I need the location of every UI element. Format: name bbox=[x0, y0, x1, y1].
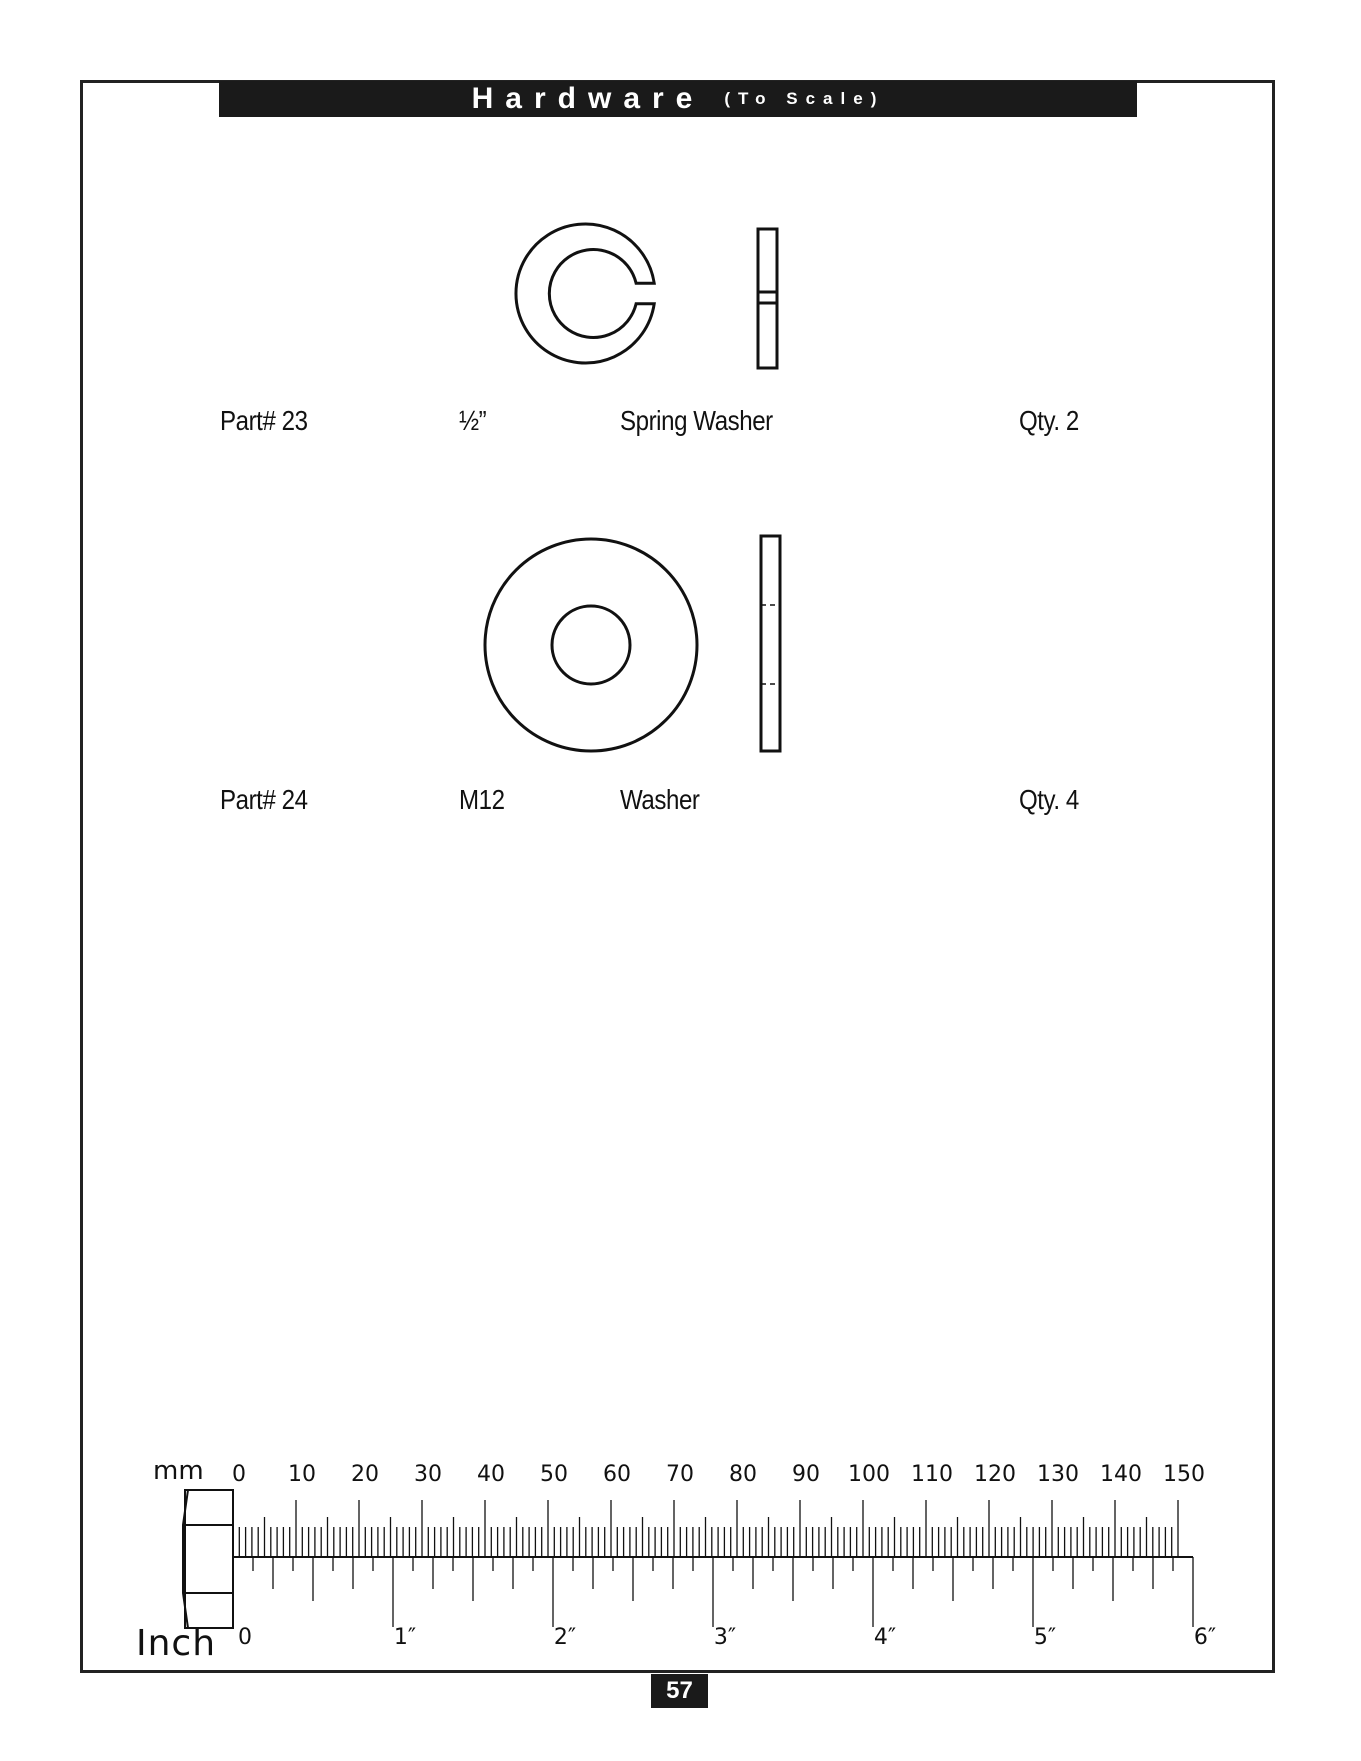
inch-labels bbox=[238, 1625, 1216, 1650]
inch-tick-label: 1″ bbox=[393, 1625, 417, 1650]
mm-tick-label: 100 bbox=[848, 1462, 890, 1487]
mm-tick-label: 90 bbox=[792, 1462, 820, 1487]
mm-tick-label: 110 bbox=[911, 1462, 953, 1487]
part-description: Spring Washer bbox=[620, 405, 773, 436]
inch-tick-label: 3″ bbox=[713, 1625, 737, 1650]
mm-tick-label: 140 bbox=[1100, 1462, 1142, 1487]
mm-tick-label: 10 bbox=[288, 1462, 316, 1487]
bolt-head-icon bbox=[183, 1490, 233, 1628]
mm-tick-label: 60 bbox=[603, 1462, 631, 1487]
inch-tick-label: 6″ bbox=[1193, 1625, 1217, 1650]
inch-tick-label: 0 bbox=[238, 1625, 252, 1650]
mm-tick-label: 30 bbox=[414, 1462, 442, 1487]
inch-tick-label: 5″ bbox=[1033, 1625, 1057, 1650]
mm-tick-label: 50 bbox=[540, 1462, 568, 1487]
inch-ticks bbox=[233, 1557, 1193, 1627]
inch-tick-label: 4″ bbox=[873, 1625, 897, 1650]
part-quantity: Qty. 4 bbox=[1019, 784, 1079, 815]
part-size: ½” bbox=[459, 405, 487, 436]
mm-tick-label: 130 bbox=[1037, 1462, 1079, 1487]
part-number: Part# 24 bbox=[220, 784, 308, 815]
mm-tick-label: 120 bbox=[974, 1462, 1016, 1487]
mm-tick-label: 0 bbox=[232, 1462, 246, 1487]
inch-label: Inch bbox=[136, 1623, 217, 1664]
page-subtitle: (To Scale) bbox=[724, 89, 885, 108]
inch-tick-label: 2″ bbox=[553, 1625, 577, 1650]
mm-label: mm bbox=[153, 1456, 204, 1486]
part-number: Part# 23 bbox=[220, 405, 308, 436]
page-title: Hardware bbox=[471, 82, 705, 115]
mm-tick-label: 70 bbox=[666, 1462, 694, 1487]
part-description: Washer bbox=[620, 784, 700, 815]
mm-tick-label: 150 bbox=[1163, 1462, 1205, 1487]
mm-tick-label: 40 bbox=[477, 1462, 505, 1487]
mm-tick-label: 80 bbox=[729, 1462, 757, 1487]
part-size: M12 bbox=[459, 784, 505, 815]
page-number: 57 bbox=[651, 1674, 708, 1708]
mm-labels bbox=[232, 1462, 1205, 1487]
part-quantity: Qty. 2 bbox=[1019, 405, 1079, 436]
mm-ticks bbox=[233, 1500, 1178, 1557]
mm-tick-label: 20 bbox=[351, 1462, 379, 1487]
